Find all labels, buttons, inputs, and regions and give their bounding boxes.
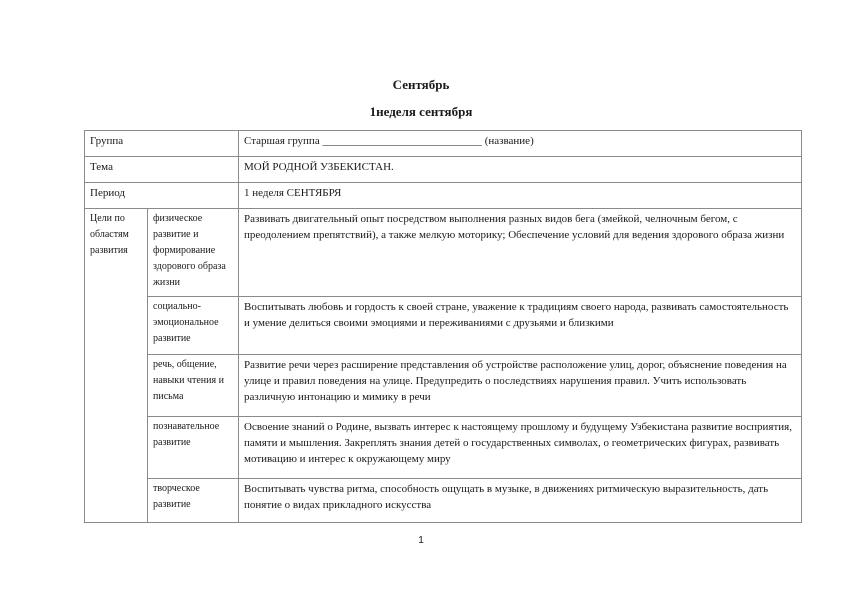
area-goal-text: Воспитывать чувства ритма, способность ощущать в музыке, в движениях ритмическую выразительность, дать понятие о видах прикладного искусства xyxy=(239,479,802,523)
area-name: творческое развитие xyxy=(148,479,239,523)
area-name: речь, общение, навыки чтения и письма xyxy=(148,355,239,417)
table-row-area xyxy=(85,355,802,417)
weekly-plan-table xyxy=(84,130,802,523)
goals-label: Цели по областям развития xyxy=(85,209,148,523)
area-goal-text: Воспитывать любовь и гордость к своей стране, уважение к традициям своего народа, развивать самостоятельность и умение делиться своими эмоциями и переживаниями с друзьями и близкими xyxy=(239,297,802,355)
area-name: познавательное развитие xyxy=(148,417,239,479)
table-row-group xyxy=(85,131,802,157)
period-value: 1 неделя СЕНТЯБРЯ xyxy=(239,183,802,209)
table-row-area xyxy=(85,297,802,355)
area-name: социально-эмоциональное развитие xyxy=(148,297,239,355)
week-title: 1неделя сентября xyxy=(369,104,473,119)
table-row-area xyxy=(85,417,802,479)
period-label: Период xyxy=(85,183,239,209)
table-row-theme xyxy=(85,157,802,183)
group-value: Старшая группа _____________________________ (название) xyxy=(239,131,802,157)
table-row-area xyxy=(85,209,802,297)
table-row-period xyxy=(85,183,802,209)
theme-label: Тема xyxy=(85,157,239,183)
month-title: Сентябрь xyxy=(392,77,450,92)
area-name: физическое развитие и формирование здорового образа жизни xyxy=(148,209,239,297)
theme-value: МОЙ РОДНОЙ УЗБЕКИСТАН. xyxy=(239,157,802,183)
area-goal-text: Развивать двигательный опыт посредством выполнения разных видов бега (змейкой, челночным бегом, с преодолением препятствий), а также мелкую моторику; Обеспечение условий для ведения здорового образа жизни xyxy=(239,209,802,297)
area-goal-text: Развитие речи через расширение представления об устройстве расположение улиц, дорог, объяснение поведения на улице и правил поведения на улице. Предупредить о последствиях нарушения правил. Учить использовать различную интонацию и мимику в речи xyxy=(239,355,802,417)
table-row-area xyxy=(85,479,802,523)
area-goal-text: Освоение знаний о Родине, вызвать интерес к настоящему прошлому и будущему Узбекистана развитие восприятия, памяти и мышления. Закреплять знания детей о государственных символах, о геометрических фигурах, развивать мотивацию и интерес к окружающему миру xyxy=(239,417,802,479)
page-number: 1 xyxy=(418,535,424,546)
group-label: Группа xyxy=(85,131,239,157)
